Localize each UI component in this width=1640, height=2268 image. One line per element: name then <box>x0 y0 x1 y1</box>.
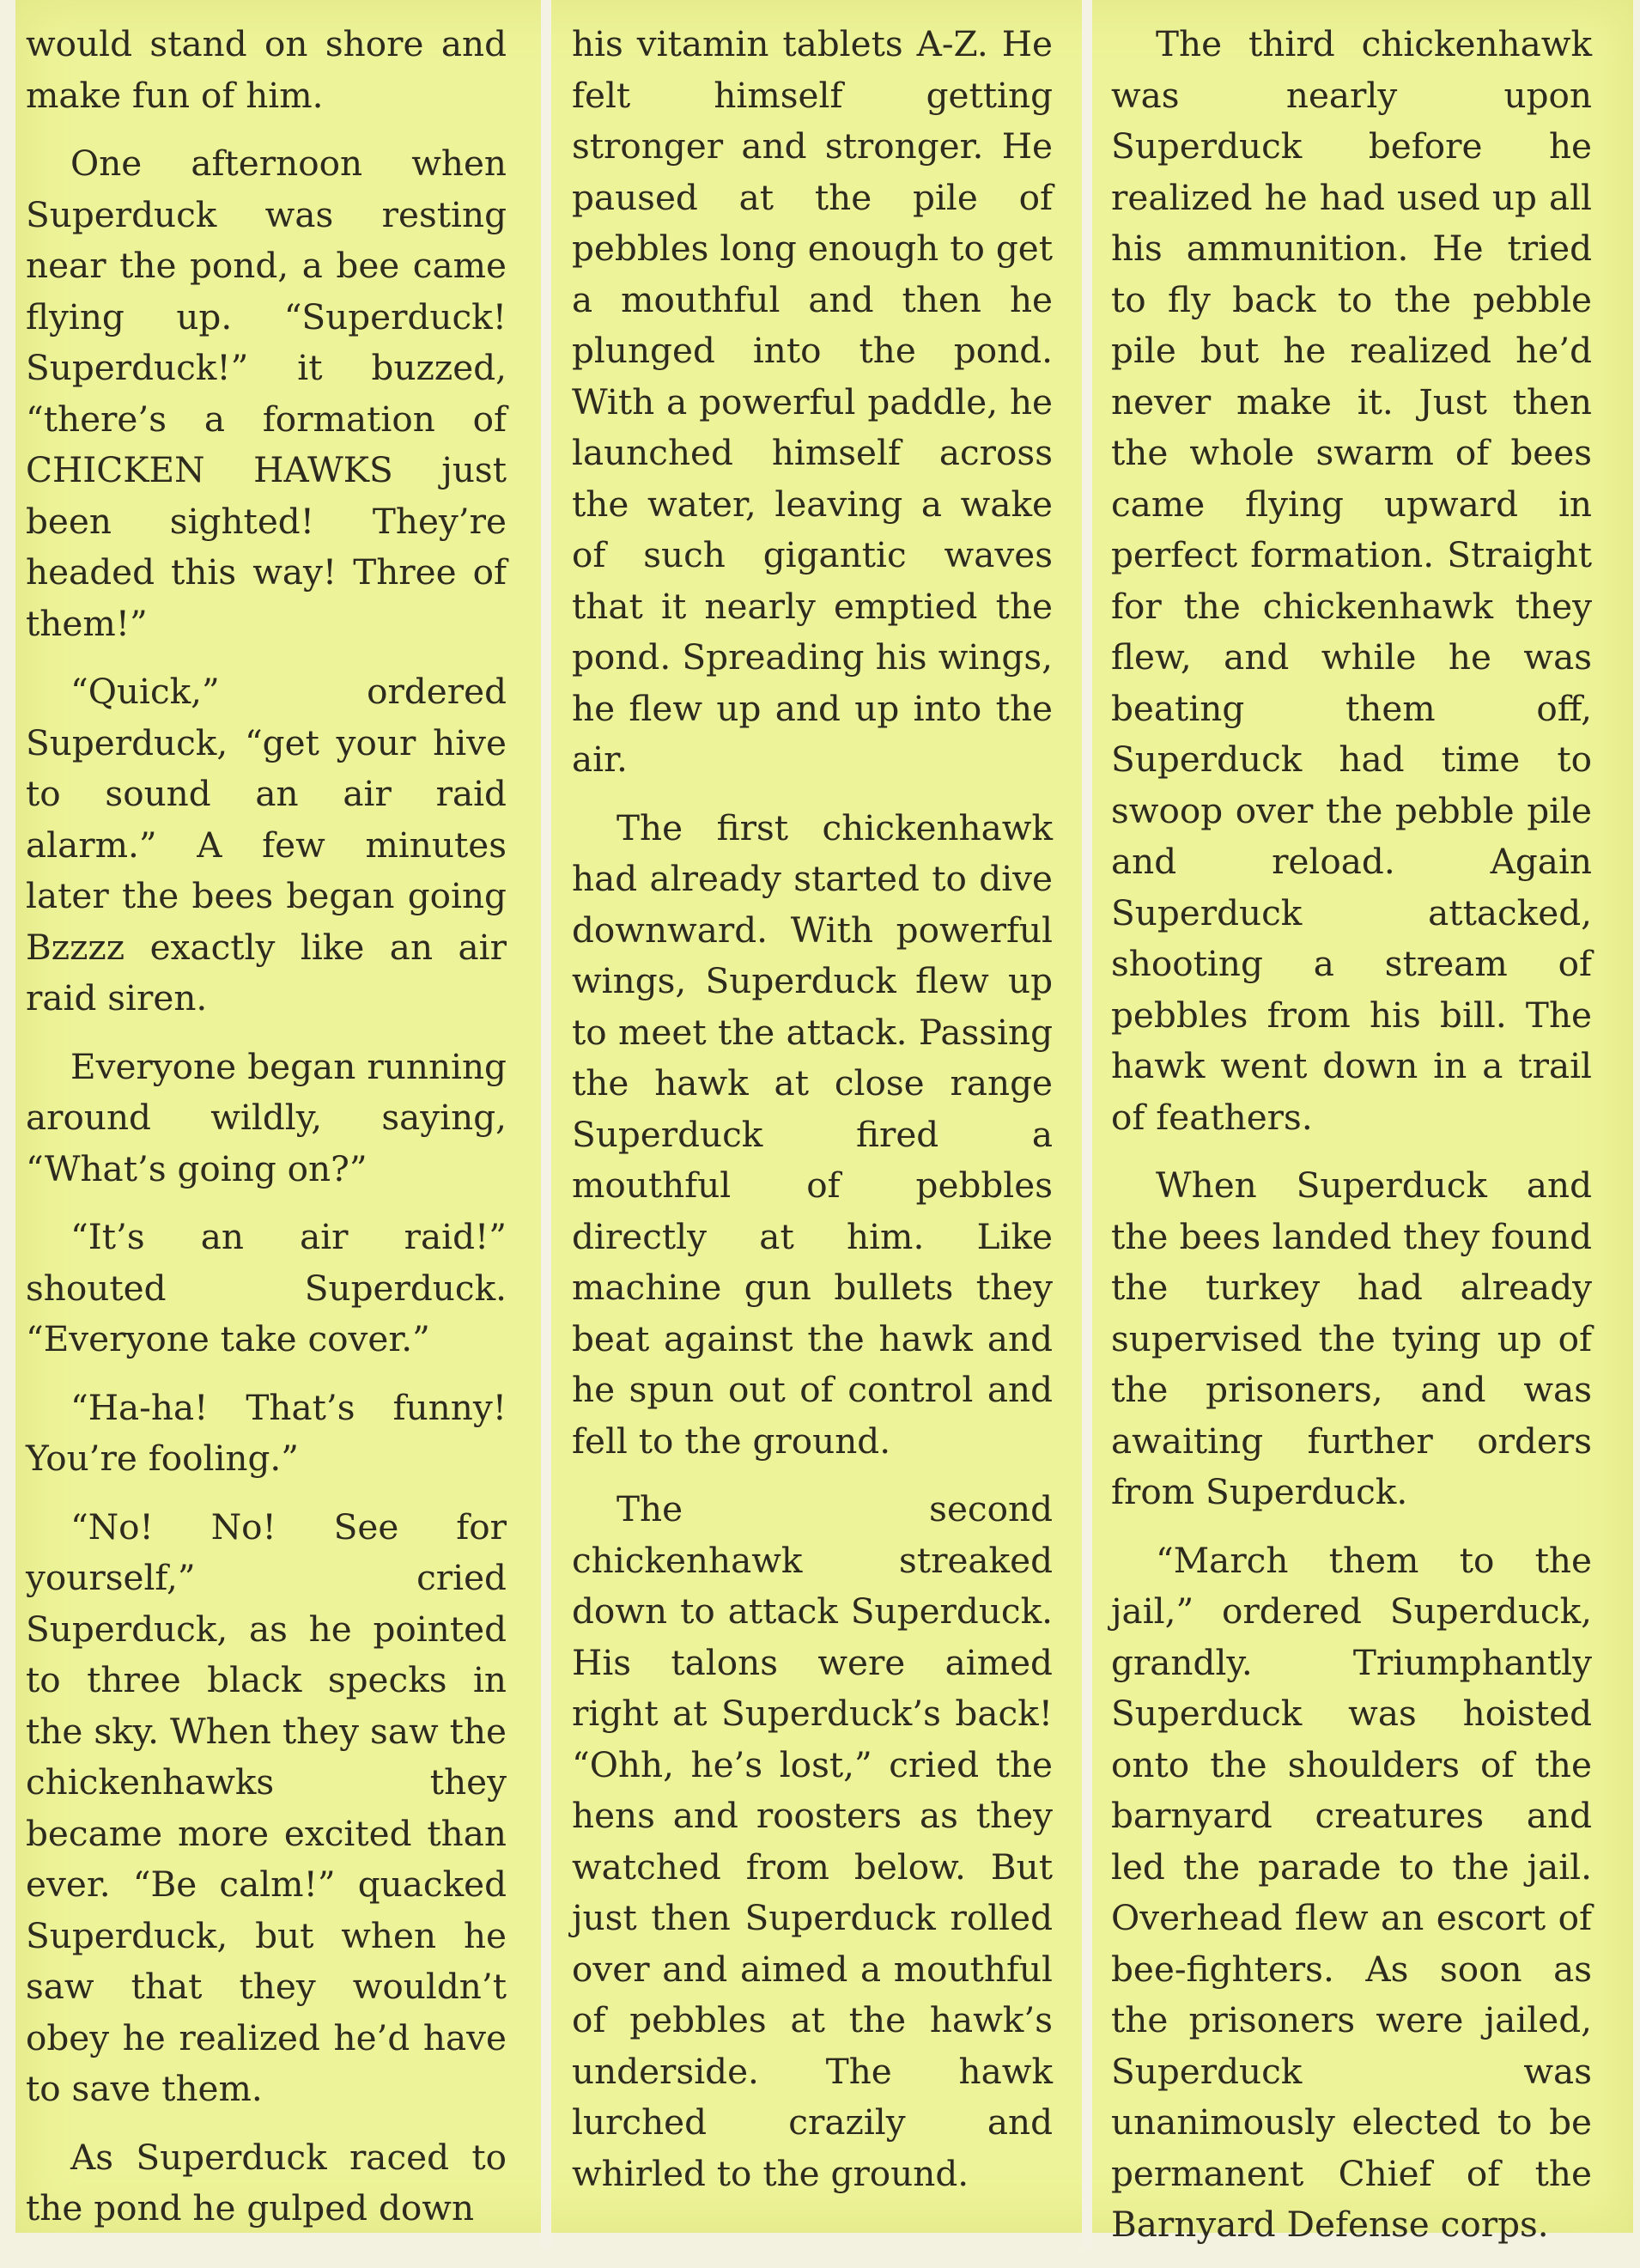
paragraph: “No! No! See for yourself,” cried Superduck, as he pointed to three black specks in the sky. When they saw the chickenhawks they became more excited than ever. “Be calm!” quacked Superduck, but when he saw that they wouldn’t obey he realized he’d have to save them. <box>26 1505 507 2109</box>
paragraph: One afternoon when Superduck was resting near the pond, a bee came flying up. “Superduck! Superduck!” it buzzed, “there’s a formation of CHICKEN HAWKS just been sighted! They’re headed this way! Three of them!” <box>26 143 507 644</box>
text-column-1 <box>26 19 507 2252</box>
paragraph: his vitamin tablets A-Z. He felt himself getting stronger and stronger. He paused at the pile of pebbles long enough to get a mouthful and then he plunged into the pond. With a powerful paddle, he launched himself across the water, leaving a wake of such gigantic waves that it nearly emptied the pond. Spreading his wings, he flew up and up into the air. <box>572 23 1053 780</box>
paragraph: “It’s an air raid!” shouted Superduck. “Everyone take cover.” <box>26 1216 507 1359</box>
paragraph: “March them to the jail,” ordered Superduck, grandly. Triumphantly Superduck was hoisted onto the shoulders of the barnyard creatures and led the parade to the jail. Overhead flew an escort of bee-fighters. As soon as the prisoners were jailed, Superduck was unanimously elected to be permanent Chief of the Barnyard Defense corps. <box>1111 1539 1592 2245</box>
paragraph: When Superduck and the bees landed they found the turkey had already supervised the tying up of the prisoners, and was awaiting further orders from Superduck. <box>1111 1164 1592 1512</box>
paragraph: The first chickenhawk had already started to dive downward. With powerful wings, Superduck flew up to meet the attack. Passing the hawk at close range Superduck fired a mouthful of pebbles directly at him. Like machine gun bullets they beat against the hawk and he spun out of control and fell to the ground. <box>572 806 1053 1462</box>
column-gutter-1 <box>541 0 551 2248</box>
paragraph: “Ha-ha! That’s funny! You’re fooling.” <box>26 1386 507 1479</box>
paragraph: As Superduck raced to the pond he gulped down <box>26 2136 507 2228</box>
paragraph: “Quick,” ordered Superduck, “get your hive to sound an air raid alarm.” A few minutes later the bees began going Bzzzz exactly like an air raid siren. <box>26 671 507 1018</box>
paragraph: The third chickenhawk was nearly upon Superduck before he realized he had used up all his ammunition. He tried to fly back to the pebble pile but he realized he’d never make it. Just then the whole swarm of bees came flying upward in perfect formation. Straight for the chickenhawk they flew, and while he was beating them off, Superduck had time to swoop over the pebble pile and reload. Again Superduck attacked, shooting a stream of pebbles from his bill. The hawk went down in a trail of feathers. <box>1111 23 1592 1138</box>
paragraph: would stand on shore and make fun of him. <box>26 23 507 116</box>
text-column-2 <box>572 19 1053 2216</box>
column-gutter-2 <box>1082 0 1092 2248</box>
paragraph: The second chickenhawk streaked down to attack Superduck. His talons were aimed right at Superduck’s back! “Ohh, he’s lost,” cried the hens and roosters as they watched from below. But just then Superduck rolled over and aimed a mouthful of pebbles at the hawk’s underside. The hawk lurched crazily and whirled to the ground. <box>572 1488 1053 2194</box>
text-column-3 <box>1111 19 1592 2268</box>
paragraph: Everyone began running around wildly, saying, “What’s going on?” <box>26 1045 507 1189</box>
